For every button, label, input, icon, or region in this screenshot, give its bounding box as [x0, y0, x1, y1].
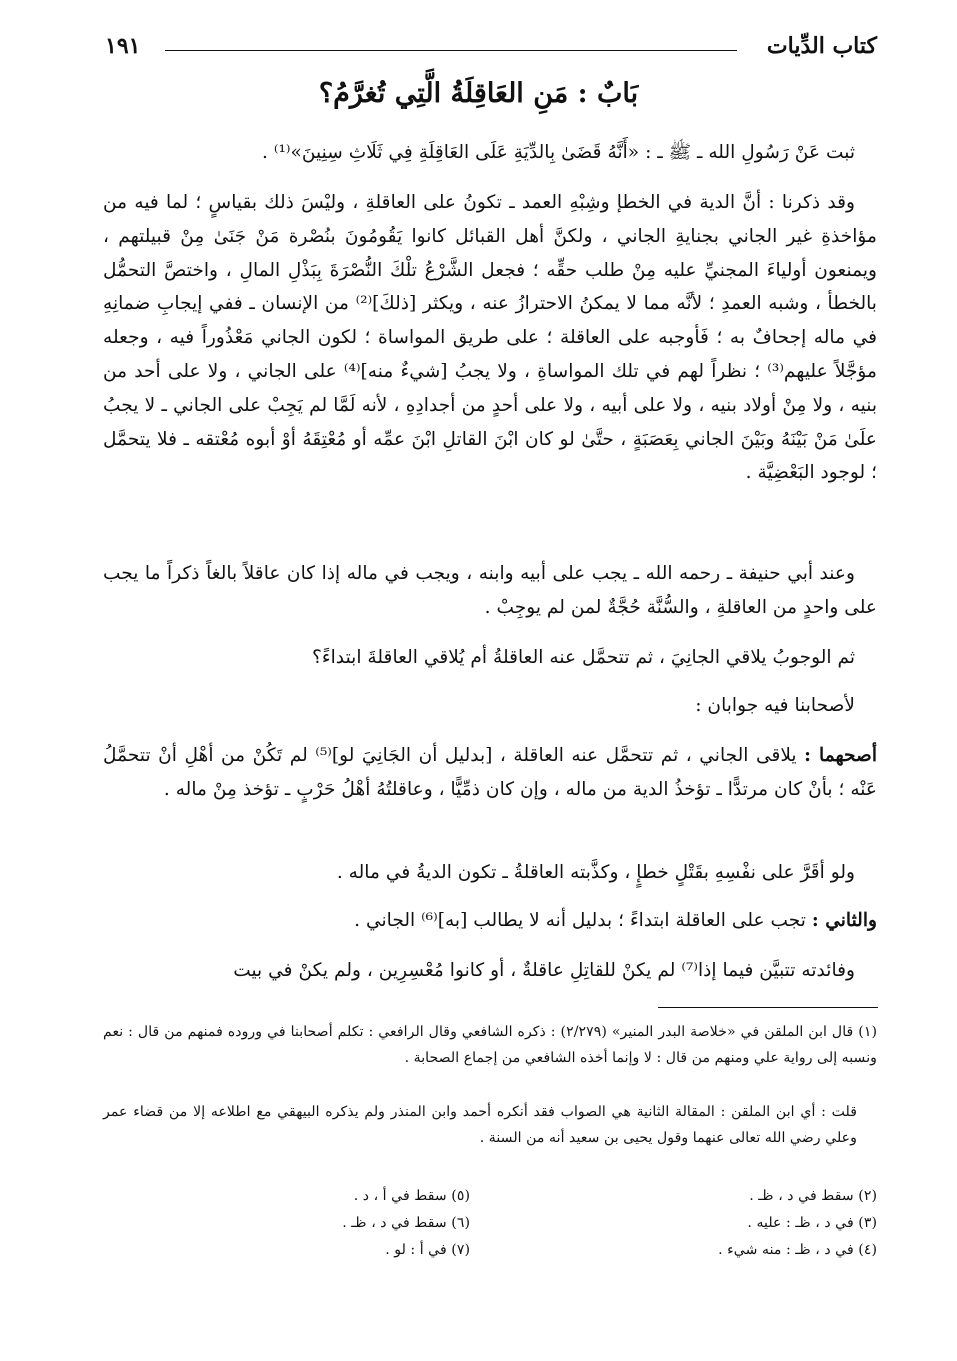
- footnote-row: [103, 1237, 877, 1264]
- body-paragraph-confession: ولو أقَرَّ على نفْسِهِ بقَتْلٍ خطإٍ ، وكذَّبته العاقلةُ ـ تكون الديةُ في ماله .: [336, 862, 855, 883]
- footnote-row: [103, 1210, 877, 1237]
- footnote-1-continued: قلت : أي ابن الملقن : المقالة الثانية هي الصواب فقد أنكره أحمد وابن المنذر ولم يذكره البيهقي مع اطلاعه إلا من قضاء عمر وعلي رضي الله تعالى عنهما وقول يحيى بن سعيد أنه من السنة .: [103, 1104, 857, 1146]
- body-paragraph-abu-hanifa: وعند أبي حنيفة ـ رحمه الله ـ يجب على أبيه وابنه ، ويجب في ماله إذا كان عاقلاً بالغاً ذكراً ما يجب على واحدٍ من العاقلةِ ، والسُّنَّة حُجَّةٌ لمن لم يوجِبْ .: [103, 563, 877, 618]
- footnote-7: (٧) في أ : لو .: [385, 1242, 470, 1258]
- footnotes-short: [103, 1183, 877, 1264]
- body-paragraph-two-answers: لأصحابنا فيه جوابان :: [695, 695, 855, 716]
- body-paragraph-question: ثم الوجوبُ يلاقي الجانِيَ ، ثم تتحمَّل عنه العاقلةُ أم يُلاقي العاقلةَ ابتداءً؟: [312, 647, 855, 668]
- footnote-row: [103, 1183, 877, 1210]
- footnote-6: (٦) سقط في د ، ظـ .: [342, 1215, 470, 1231]
- second-answer-text: تجب على العاقلة ابتداءً ؛ بدليل أنه لا يطالب [به]⁽⁶⁾ الجاني .: [354, 910, 806, 931]
- first-answer-label: أصحهما :: [804, 745, 877, 766]
- hadith-paragraph: ثبت عَنْ رَسُولِ الله ـ ﷺ ـ : «أَنَّهُ قَضَىٰ بِالدِّيَةِ عَلَى العَاقِلَةِ فِي ثَلَاثِ سِنِينَ»⁽¹⁾ .: [262, 142, 855, 163]
- footnote-rule: [658, 1007, 878, 1008]
- footnote-1: (١) قال ابن الملقن في «خلاصة البدر المنير» (٢/٢٧٩) : ذكره الشافعي وقال الرافعي : تكلم أصحابنا في وروده فمنهم من قال : نعم ونسبه إلى رواية علي ومنهم من قال : لا وإنما أخذه الشافعي من إجماع الصحابة .: [103, 1024, 877, 1066]
- footnote-3: (٣) في د ، ظـ : عليه .: [747, 1215, 877, 1231]
- first-answer-paragraph: [103, 739, 877, 807]
- footnote-2: (٢) سقط في د ، ظـ .: [749, 1188, 877, 1204]
- body-paragraph-main: وقد ذكرنا : أنَّ الدية في الخطإ وشِبْهِ العمد ـ تكونُ على العاقلةِ ، وليْسَ ذلك بقياسٍ ؛ لما فيه من مؤاخذةِ غير الجاني بجنايةِ الجاني ، ولكنَّ أهل القبائل كانوا يَقُومُونَ بنُصْرة مَنْ جَنَىٰ مِنْ قبيلتهم ، ويمنعون أولياءَ المجنيِّ عليه مِنْ طلب حقِّه ؛ فجعل الشَّرْعُ تلْكَ النُّصْرَةَ بِبَذْلِ المالِ ، واختصَّ التحمُّل بالخطأ ، وشبه العمدِ ؛ لأنَّه مما لا يمكنُ الاحترازُ عنه ، ويكثر [ذلكَ]⁽²⁾ من الإنسان ـ ففي إيجابِ ضمانِهِ في ماله إجحافٌ به ؛ فَأوجبه على العاقلة ؛ على طريق المواساة ؛ لكون الجاني مَعْذُوراً فيه ، وجعله مؤجَّلاً عليهم⁽³⁾ ؛ نظراً لهم في تلك المواساةِ ، ولا يجبُ [شيءٌ منه]⁽⁴⁾ على الجاني ، ولا على أحد من بنيه ، ولا مِنْ أولاد بنيه ، ولا على أبيه ، ولا على أحدٍ من أجدادِهِ ، لأنه لَمَّا لم يَجِبْ على الجاني ـ لا يجبُ علَىٰ مَنْ بَيْنَهُ وبَيْنَ الجاني بِعَصَبَةٍ ، حتَّىٰ لو كان ابْنَ القاتلِ ابْنَ عمِّه أو مُعْتِقَهُ أوْ أبوه مُعْتقه ـ فلا يتحمَّل ؛ لوجود البَعْضِيَّة .: [103, 192, 878, 484]
- running-header: [105, 33, 877, 63]
- first-answer-text: يلاقى الجاني ، ثم تتحمَّل عنه العاقلة ، [بدليل أن الجَانِيَ لو]⁽⁵⁾ لم تَكُنْ من أهْلِ أنْ تتحمَّلُ عَنْه ؛ بأنْ كان مرتدًّا ـ تؤخذُ الدية من ماله ، وإن كان ذمِّيًّا ، وعاقلتُهُ أهْلُ حَرْبٍ ـ تؤخذ مِنْ ماله .: [103, 745, 877, 800]
- second-answer-paragraph: [103, 904, 877, 938]
- second-answer-label: والثاني :: [811, 910, 877, 931]
- footnote-4: (٤) في د ، ظـ : منه شيء .: [718, 1242, 877, 1258]
- body-paragraph-benefit: وفائدته تتبيَّن فيما إذا⁽⁷⁾ لم يكنْ للقاتِلِ عاقلةٌ ، أو كانوا مُعْسِرِين ، ولم يكنْ في بيت: [233, 960, 855, 981]
- header-rule: [165, 50, 737, 51]
- page-number: ١٩١: [105, 33, 141, 59]
- chapter-title: بَابٌ : مَنِ العَاقِلَةُ الَّتِي تُغرَّمُ؟: [318, 78, 639, 109]
- book-title: كتاب الدِّيات: [766, 33, 877, 59]
- footnote-5: (٥) سقط في أ ، د .: [353, 1188, 470, 1204]
